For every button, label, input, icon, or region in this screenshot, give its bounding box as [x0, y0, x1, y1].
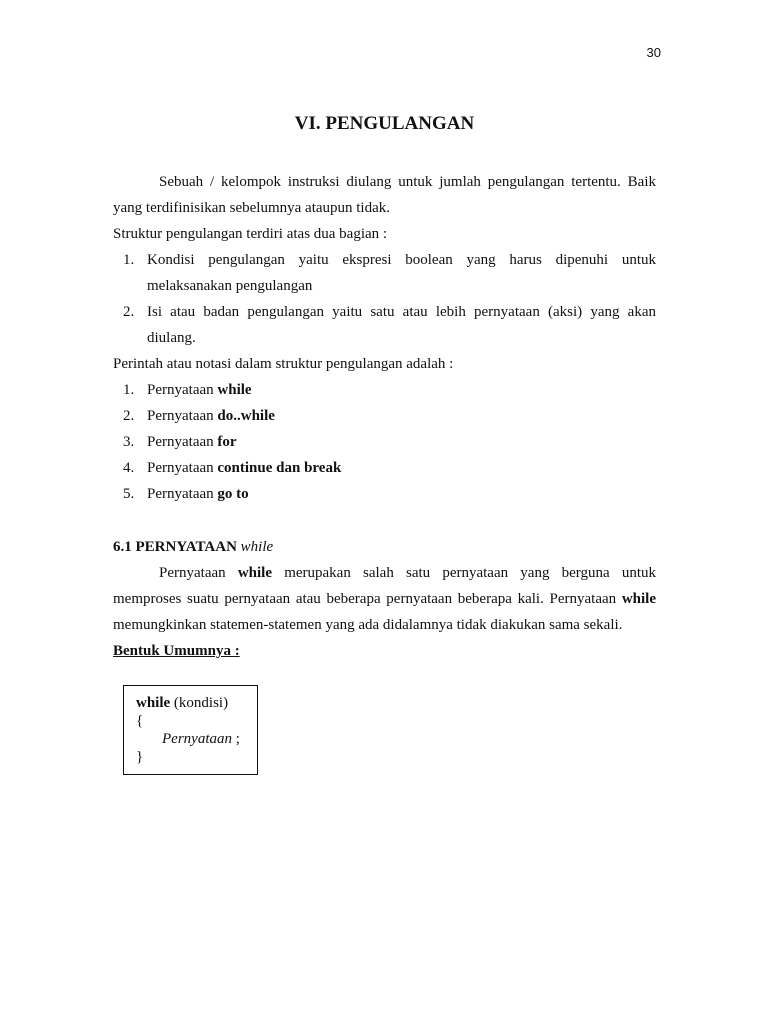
commands-intro: Perintah atau notasi dalam struktur pengulangan adalah : — [113, 356, 454, 372]
code-line-3 — [136, 730, 257, 748]
command-keyword: while — [217, 382, 252, 398]
paragraph-text: memproses suatu pernyataan atau beberapa pernyataan beberapa kali. Pernyataan — [113, 591, 617, 607]
list-text-line-1: Isi atau badan pengulangan yaitu satu atau lebih pernyataan (aksi) yang akan — [147, 304, 656, 320]
list-number: 5. — [123, 486, 135, 502]
paragraph-text: Pernyataan — [159, 565, 226, 581]
code-statement: Pernyataan — [162, 731, 232, 747]
code-open-brace: { — [136, 713, 144, 729]
list-number: 1. — [123, 382, 135, 398]
list-number: 1. — [123, 252, 135, 268]
structure-intro: Struktur pengulangan terdiri atas dua bagian : — [113, 226, 388, 242]
section-heading-text: 6.1 PERNYATAAN — [113, 539, 237, 555]
command-prefix: Pernyataan — [147, 434, 214, 450]
section-paragraph-line-1 — [113, 560, 656, 586]
paragraph-keyword: while — [237, 565, 272, 581]
code-keyword: while — [136, 695, 171, 711]
section-heading-keyword: while — [240, 539, 274, 555]
paragraph-text: merupakan salah satu pernyataan yang berguna untuk — [284, 565, 657, 581]
code-condition: (kondisi) — [173, 695, 229, 711]
command-keyword: for — [217, 434, 237, 450]
section-paragraph-line-2 — [113, 586, 656, 612]
list-text-line-2: melaksanakan pengulangan — [147, 278, 313, 294]
intro-line-2: yang terdifinisikan sebelumnya ataupun tidak. — [113, 200, 391, 216]
list-text-line-2: diulang. — [147, 330, 196, 346]
command-prefix: Pernyataan — [147, 382, 214, 398]
commands-list — [113, 377, 656, 507]
list-number: 2. — [123, 408, 135, 424]
command-keyword: go to — [217, 486, 249, 502]
section-heading — [113, 534, 656, 560]
section-paragraph-line-3: memungkinkan statemen-statemen yang ada didalamnya tidak diakukan sama sekali. — [113, 617, 623, 633]
command-prefix: Pernyataan — [147, 486, 214, 502]
code-semicolon: ; — [235, 731, 240, 747]
command-prefix: Pernyataan — [147, 408, 214, 424]
list-item — [113, 455, 656, 481]
list-number: 2. — [123, 304, 135, 320]
list-item — [113, 299, 656, 351]
intro-line-1: Sebuah / kelompok instruksi diulang untuk jumlah pengulangan tertentu. Baik — [159, 174, 656, 190]
paragraph-keyword: while — [621, 591, 657, 607]
code-line-1 — [136, 694, 257, 712]
loop-parts-list — [113, 247, 656, 351]
list-item — [113, 247, 656, 299]
command-keyword: continue dan break — [217, 460, 342, 476]
command-prefix: Pernyataan — [147, 460, 214, 476]
code-close-brace: } — [136, 749, 144, 765]
command-keyword: do..while — [217, 408, 275, 424]
list-item — [113, 429, 656, 455]
list-number: 4. — [123, 460, 135, 476]
list-item — [113, 403, 656, 429]
list-item — [113, 481, 656, 507]
list-text-line-1: Kondisi pengulangan yaitu ekspresi boolean yang harus dipenuhi untuk — [147, 252, 656, 268]
page-number: 30 — [646, 45, 661, 60]
list-item — [113, 377, 656, 403]
code-syntax-box — [123, 685, 258, 775]
list-number: 3. — [123, 434, 135, 450]
general-form-label: Bentuk Umumnya : — [113, 643, 240, 659]
chapter-title: VI. PENGULANGAN — [294, 113, 475, 134]
